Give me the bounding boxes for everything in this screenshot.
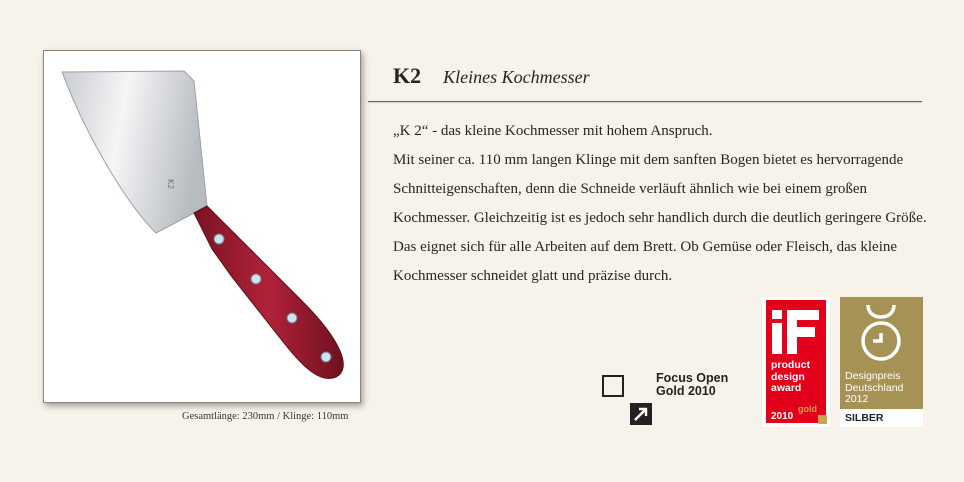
handle-rivet [321, 352, 331, 362]
if-award-level: gold [798, 404, 817, 414]
knife-blade [62, 71, 207, 233]
if-line1: product [771, 359, 811, 371]
if-award-year: 2010 [771, 411, 794, 422]
description-body: Mit seiner ca. 110 mm langen Klinge mit dem sanften Bogen bietet es hervorragende Schnitteigenschaften, denn die Schneide verläuft ähnlich wie bei einem großen Kochmesser. Gleichzeitig ist es jedoch sehr handlich durch die deutlich geringere Größe. Das eignet sich für alle Arbeiten auf dem Brett. Ob Gemüse oder Fleisch, das kleine Kochmesser schneidet glatt und präzise durch. [393, 152, 927, 284]
focus-open-text [656, 372, 728, 398]
if-gold-square [818, 415, 827, 424]
product-description [393, 117, 938, 291]
handle-rivet [214, 234, 224, 244]
designpreis-award [840, 297, 923, 427]
designpreis-line1: Designpreis [845, 370, 901, 382]
handle-rivet [287, 313, 297, 323]
heading-divider [368, 101, 922, 102]
designpreis-text [845, 371, 903, 406]
if-line3: award [771, 382, 802, 394]
if-line2: design [771, 370, 805, 383]
knife-handle [194, 206, 343, 379]
description-intro: „K 2“ - das kleine Kochmesser mit hohem Anspruch. [393, 123, 713, 139]
focus-open-arrow-icon [630, 403, 652, 425]
designpreis-year: 2012 [845, 393, 869, 405]
if-award-panel [766, 300, 826, 423]
blade-stamp: K2 [166, 179, 175, 190]
designpreis-line2: Deutschland [845, 381, 904, 394]
focus-open-award [602, 372, 742, 428]
model-code: K2 [393, 63, 422, 88]
dimensions-caption: Gesamtlänge: 230mm / Klinge: 110mm [182, 411, 349, 422]
knife-illustration [44, 51, 360, 402]
handle-rivet [251, 274, 261, 284]
product-photo [43, 50, 361, 403]
focus-open-square-icon [602, 375, 624, 397]
if-award-text [771, 360, 810, 395]
designpreis-medal-icon [840, 297, 923, 371]
focus-open-line2: Gold 2010 [656, 384, 716, 398]
if-design-award [762, 297, 830, 427]
focus-open-line1: Focus Open [656, 371, 729, 385]
if-logo-icon [770, 308, 822, 356]
designpreis-level: SILBER [840, 409, 923, 427]
product-name: Kleines Kochmesser [443, 67, 590, 87]
product-heading [393, 63, 590, 89]
designpreis-panel [840, 297, 923, 409]
